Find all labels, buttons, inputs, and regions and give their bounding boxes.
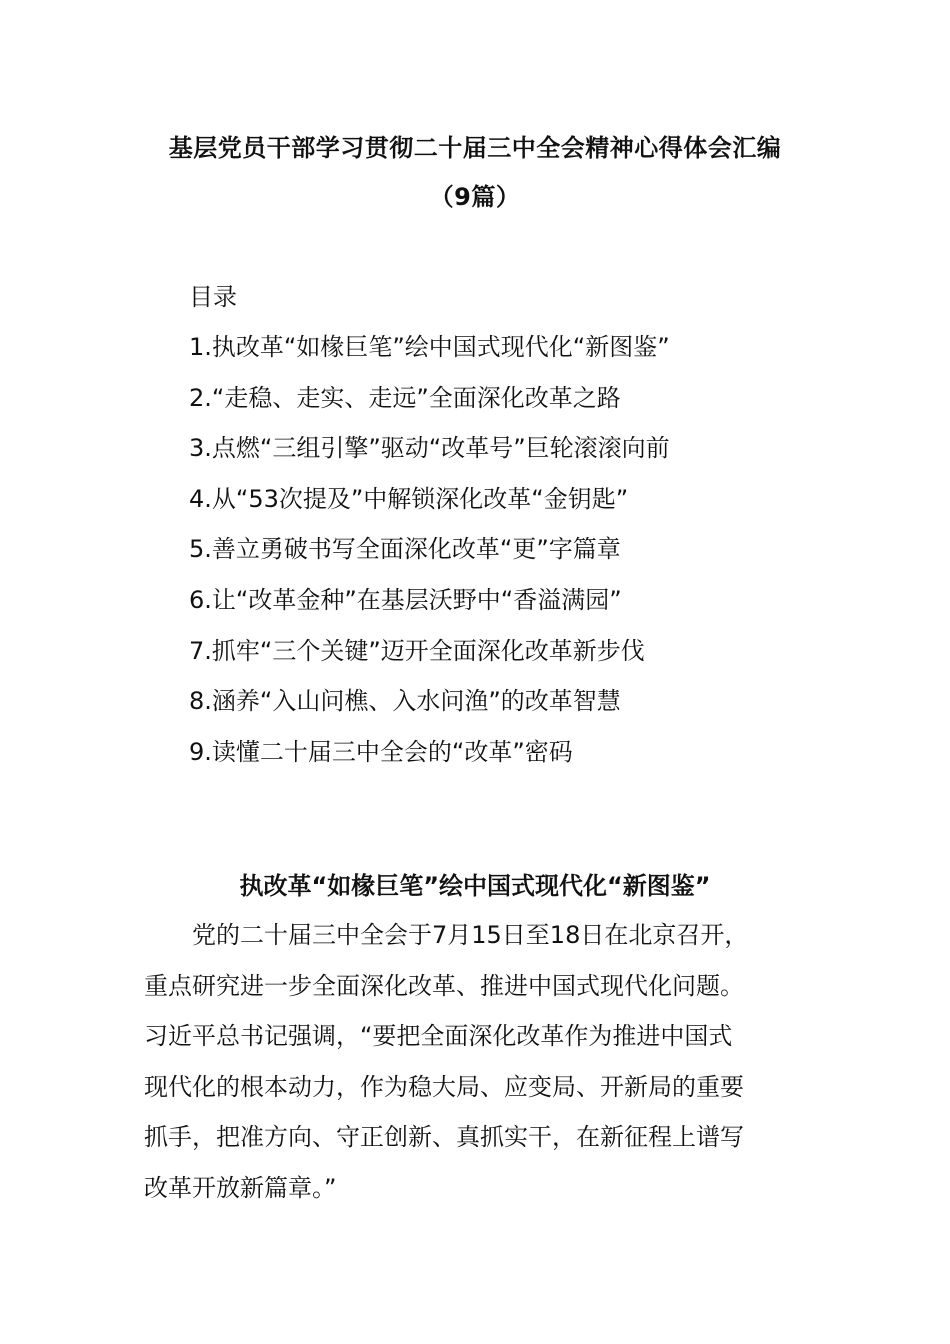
document-title: 基层党员干部学习贯彻二十届三中全会精神心得体会汇编	[168, 134, 782, 162]
paragraph-line: 党的二十届三中全会于7月15日至18日在北京召开，	[192, 921, 749, 949]
toc-item: 9.读懂二十届三中全会的“改革”密码	[189, 737, 573, 766]
document-subtitle: （9篇）	[429, 183, 521, 211]
paragraph-line: 现代化的根本动力，作为稳大局、应变局、开新局的重要	[144, 1072, 744, 1101]
toc-item: 8.涵养“入山问樵、入水问渔”的改革智慧	[189, 687, 621, 716]
toc-item: 1.执改革“如椽巨笔”绘中国式现代化“新图鉴”	[189, 333, 670, 361]
paragraph-line: 改革开放新篇章。”	[144, 1173, 337, 1202]
toc-heading: 目录	[189, 283, 237, 311]
paragraph-line: 抓手，把准方向、守正创新、真抓实干，在新征程上谱写	[144, 1123, 744, 1152]
paragraph-line: 重点研究进一步全面深化改革、推进中国式现代化问题。	[144, 971, 744, 1000]
toc-item: 4.从“53次提及”中解锁深化改革“金钥匙”	[189, 484, 629, 513]
toc-item: 2.“走稳、走实、走远”全面深化改革之路	[189, 383, 621, 412]
section-heading: 执改革“如椽巨笔”绘中国式现代化“新图鉴”	[239, 872, 711, 900]
table-of-contents	[189, 272, 670, 777]
toc-item: 7.抓牢“三个关键”迈开全面深化改革新步伐	[189, 636, 645, 665]
body-paragraph	[144, 910, 834, 1214]
toc-item: 6.让“改革金种”在基层沃野中“香溢满园”	[189, 585, 622, 614]
toc-item: 3.点燃“三组引擎”驱动“改革号”巨轮滚滚向前	[189, 434, 670, 463]
toc-item: 5.善立勇破书写全面深化改革“更”字篇章	[189, 535, 621, 564]
toc-list	[189, 322, 670, 777]
paragraph-line: 习近平总书记强调，“要把全面深化改革作为推进中国式	[144, 1022, 733, 1051]
